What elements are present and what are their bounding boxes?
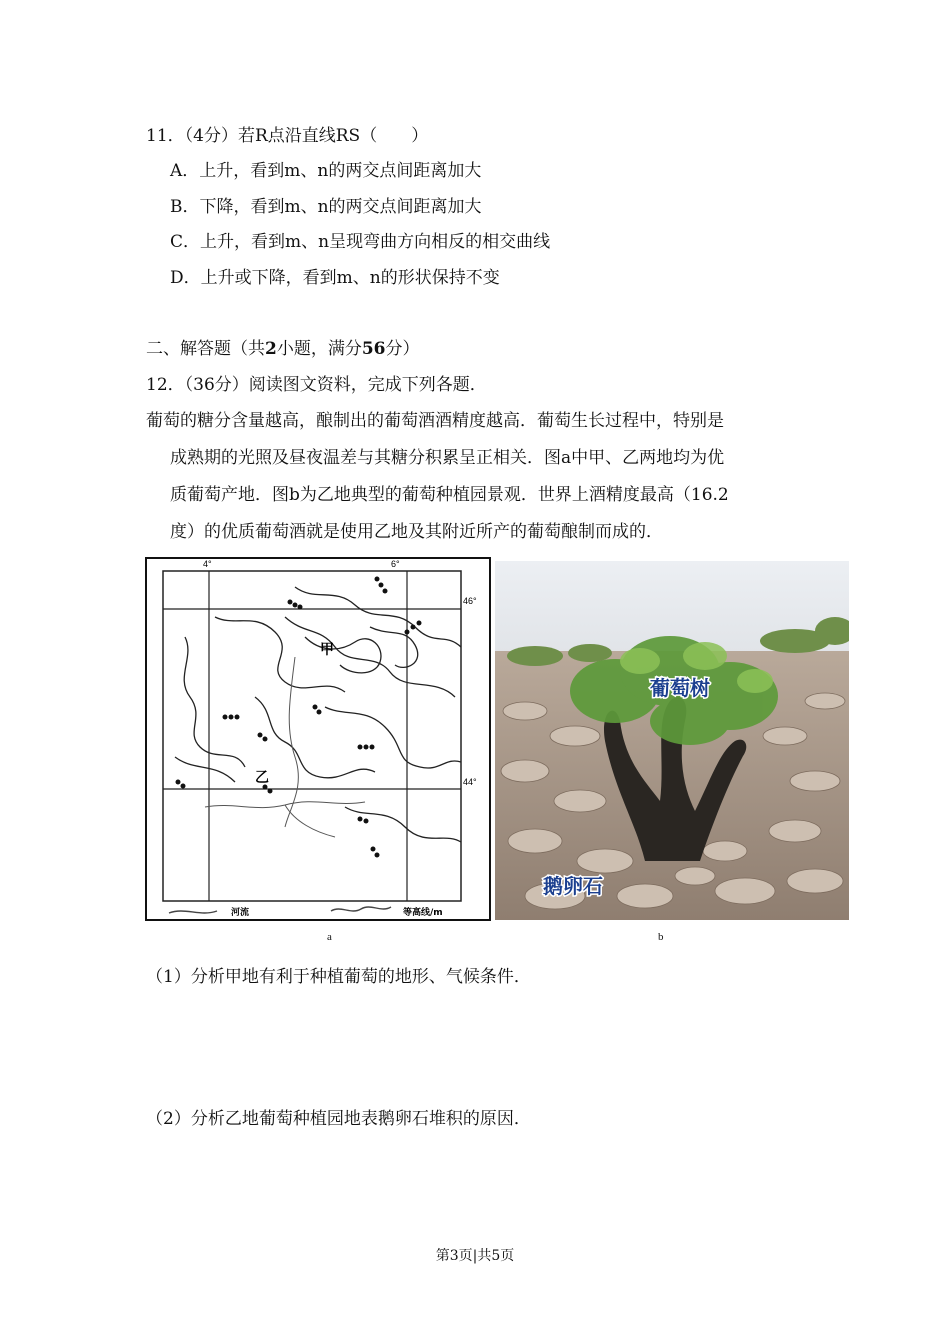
q12-passage-line-1: 葡萄的糖分含量越高，酿制出的葡萄酒酒精度越高．葡萄生长过程中，特别是 — [146, 411, 724, 431]
figure-b-photo — [495, 561, 849, 920]
q11-option-c: C．上升，看到m、n呈现弯曲方向相反的相交曲线 — [170, 232, 551, 252]
q11-option-b: B．下降，看到m、n的两交点间距离加大 — [170, 197, 482, 217]
section-score: 56 — [361, 339, 386, 359]
figure-a-map — [145, 557, 491, 921]
map-label-jia: 甲 — [320, 642, 334, 658]
q11-option-a: A．上升，看到m、n的两交点间距离加大 — [170, 161, 482, 181]
map-lat-44: 44° — [463, 777, 477, 787]
photo-label-stone: 鹅卵石 — [543, 874, 603, 898]
q12-passage-line-3: 质葡萄产地．图b为乙地典型的葡萄种植园景观．世界上酒精度最高（16.2 — [170, 485, 729, 505]
map-label-yi: 乙 — [255, 770, 269, 786]
figure-b-caption: b — [658, 931, 664, 943]
photo-label-tree: 葡萄树 — [650, 676, 710, 700]
page-footer: 第3页|共5页 — [435, 1248, 515, 1264]
q11-option-d: D．上升或下降，看到m、n的形状保持不变 — [170, 268, 500, 288]
q12-passage-line-2: 成熟期的光照及昼夜温差与其糖分积累呈正相关．图a中甲、乙两地均为优 — [170, 448, 725, 468]
q12-passage-line-4: 度）的优质葡萄酒就是使用乙地及其附近所产的葡萄酿制而成的． — [170, 522, 663, 542]
figure-a-caption: a — [327, 931, 332, 943]
section-count: 2 — [265, 339, 277, 359]
legend-river: 河流 — [231, 908, 250, 918]
section-suffix: 分） — [385, 339, 420, 359]
section-heading — [146, 338, 420, 360]
q12-sub2: （2）分析乙地葡萄种植园地表鹅卵石堆积的原因． — [146, 1109, 531, 1129]
map-lat-46: 46° — [463, 596, 477, 606]
q11-stem: 11．（4分）若R点沿直线RS（ ） — [146, 126, 429, 146]
legend-contour: 等高线/m — [403, 908, 443, 918]
section-prefix: 二、解答题（共 — [146, 339, 265, 359]
map-lon-6: 6° — [391, 559, 400, 569]
q12-sub1: （1）分析甲地有利于种植葡萄的地形、气候条件． — [146, 967, 531, 987]
section-mid: 小题，满分 — [276, 339, 362, 359]
map-lon-4: 4° — [203, 559, 212, 569]
q12-stem: 12．（36分）阅读图文资料，完成下列各题． — [146, 375, 487, 395]
